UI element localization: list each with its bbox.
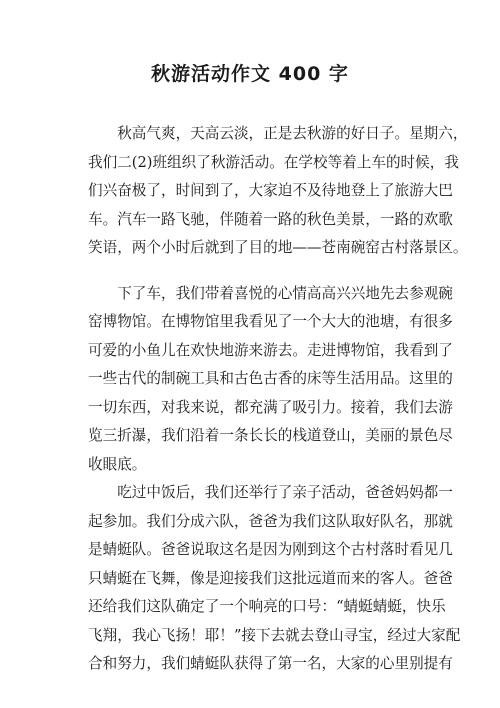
document-title: 秋游活动作文 400 字 [151, 63, 349, 85]
text-line: 秋高气爽，天高云淡，正是去秋游的好日子。星期六， [88, 125, 468, 142]
paragraph-spacer [88, 263, 428, 280]
text-line: 起参加。我们分成六队，爸爸为我们这队取好队名，那就 [88, 512, 453, 530]
text-line: 吃过中饭后，我们还举行了亲子活动，爸爸妈妈都一 [88, 484, 453, 501]
paragraph-2 [88, 280, 453, 480]
text-line: 只蜻蜓在飞舞，像是迎接我们这批远道而来的客人。爸爸 [88, 569, 453, 587]
text-line: 还给我们这队确定了一个响亮的口号：“蜻蜓蜻蜓，快乐 [88, 598, 446, 615]
text-line: 飞翔，我心飞扬！耶！”接下去就去登山寻宝，经过大家配 [88, 626, 461, 644]
text-line: 笑语，两个小时后就到了目的地——苍南碗窑古村落景区。 [88, 239, 468, 256]
text-line: 可爱的小鱼儿在欢快地游来游去。走进博物馆，我看到了 [88, 341, 453, 359]
text-line: 们兴奋极了，时间到了，大家迫不及待地登上了旅游大巴 [88, 182, 453, 199]
paragraph-1 [88, 120, 468, 263]
text-line: 窑博物馆。在博物馆里我看见了一个大大的池塘，有很多 [88, 313, 453, 330]
text-line: 一些古代的制碗工具和古色古香的床等生活用品。这里的 [88, 370, 453, 387]
text-line: 览三折瀑，我们沿着一条长长的栈道登山，美丽的景色尽 [88, 427, 453, 444]
text-line: 下了车，我们带着喜悦的心情高高兴兴地先去参观碗 [88, 284, 453, 302]
text-line: 是蜻蜓队。爸爸说取这名是因为刚到这个古村落时看见几 [88, 541, 453, 558]
text-line: 合和努力，我们蜻蜓队获得了第一名，大家的心里别提有 [88, 655, 453, 672]
text-line: 一切东西，对我来说，都充满了吸引力。接着，我们去游 [88, 398, 453, 416]
document-body [88, 120, 468, 679]
text-line: 车。汽车一路飞驰，伴随着一路的秋色美景，一路的欢歌 [88, 210, 453, 228]
text-line: 我们二(2)班组织了秋游活动。在学校等着上车的时候，我 [88, 153, 459, 171]
text-line: 收眼底。 [88, 455, 147, 473]
paragraph-3 [88, 479, 461, 679]
